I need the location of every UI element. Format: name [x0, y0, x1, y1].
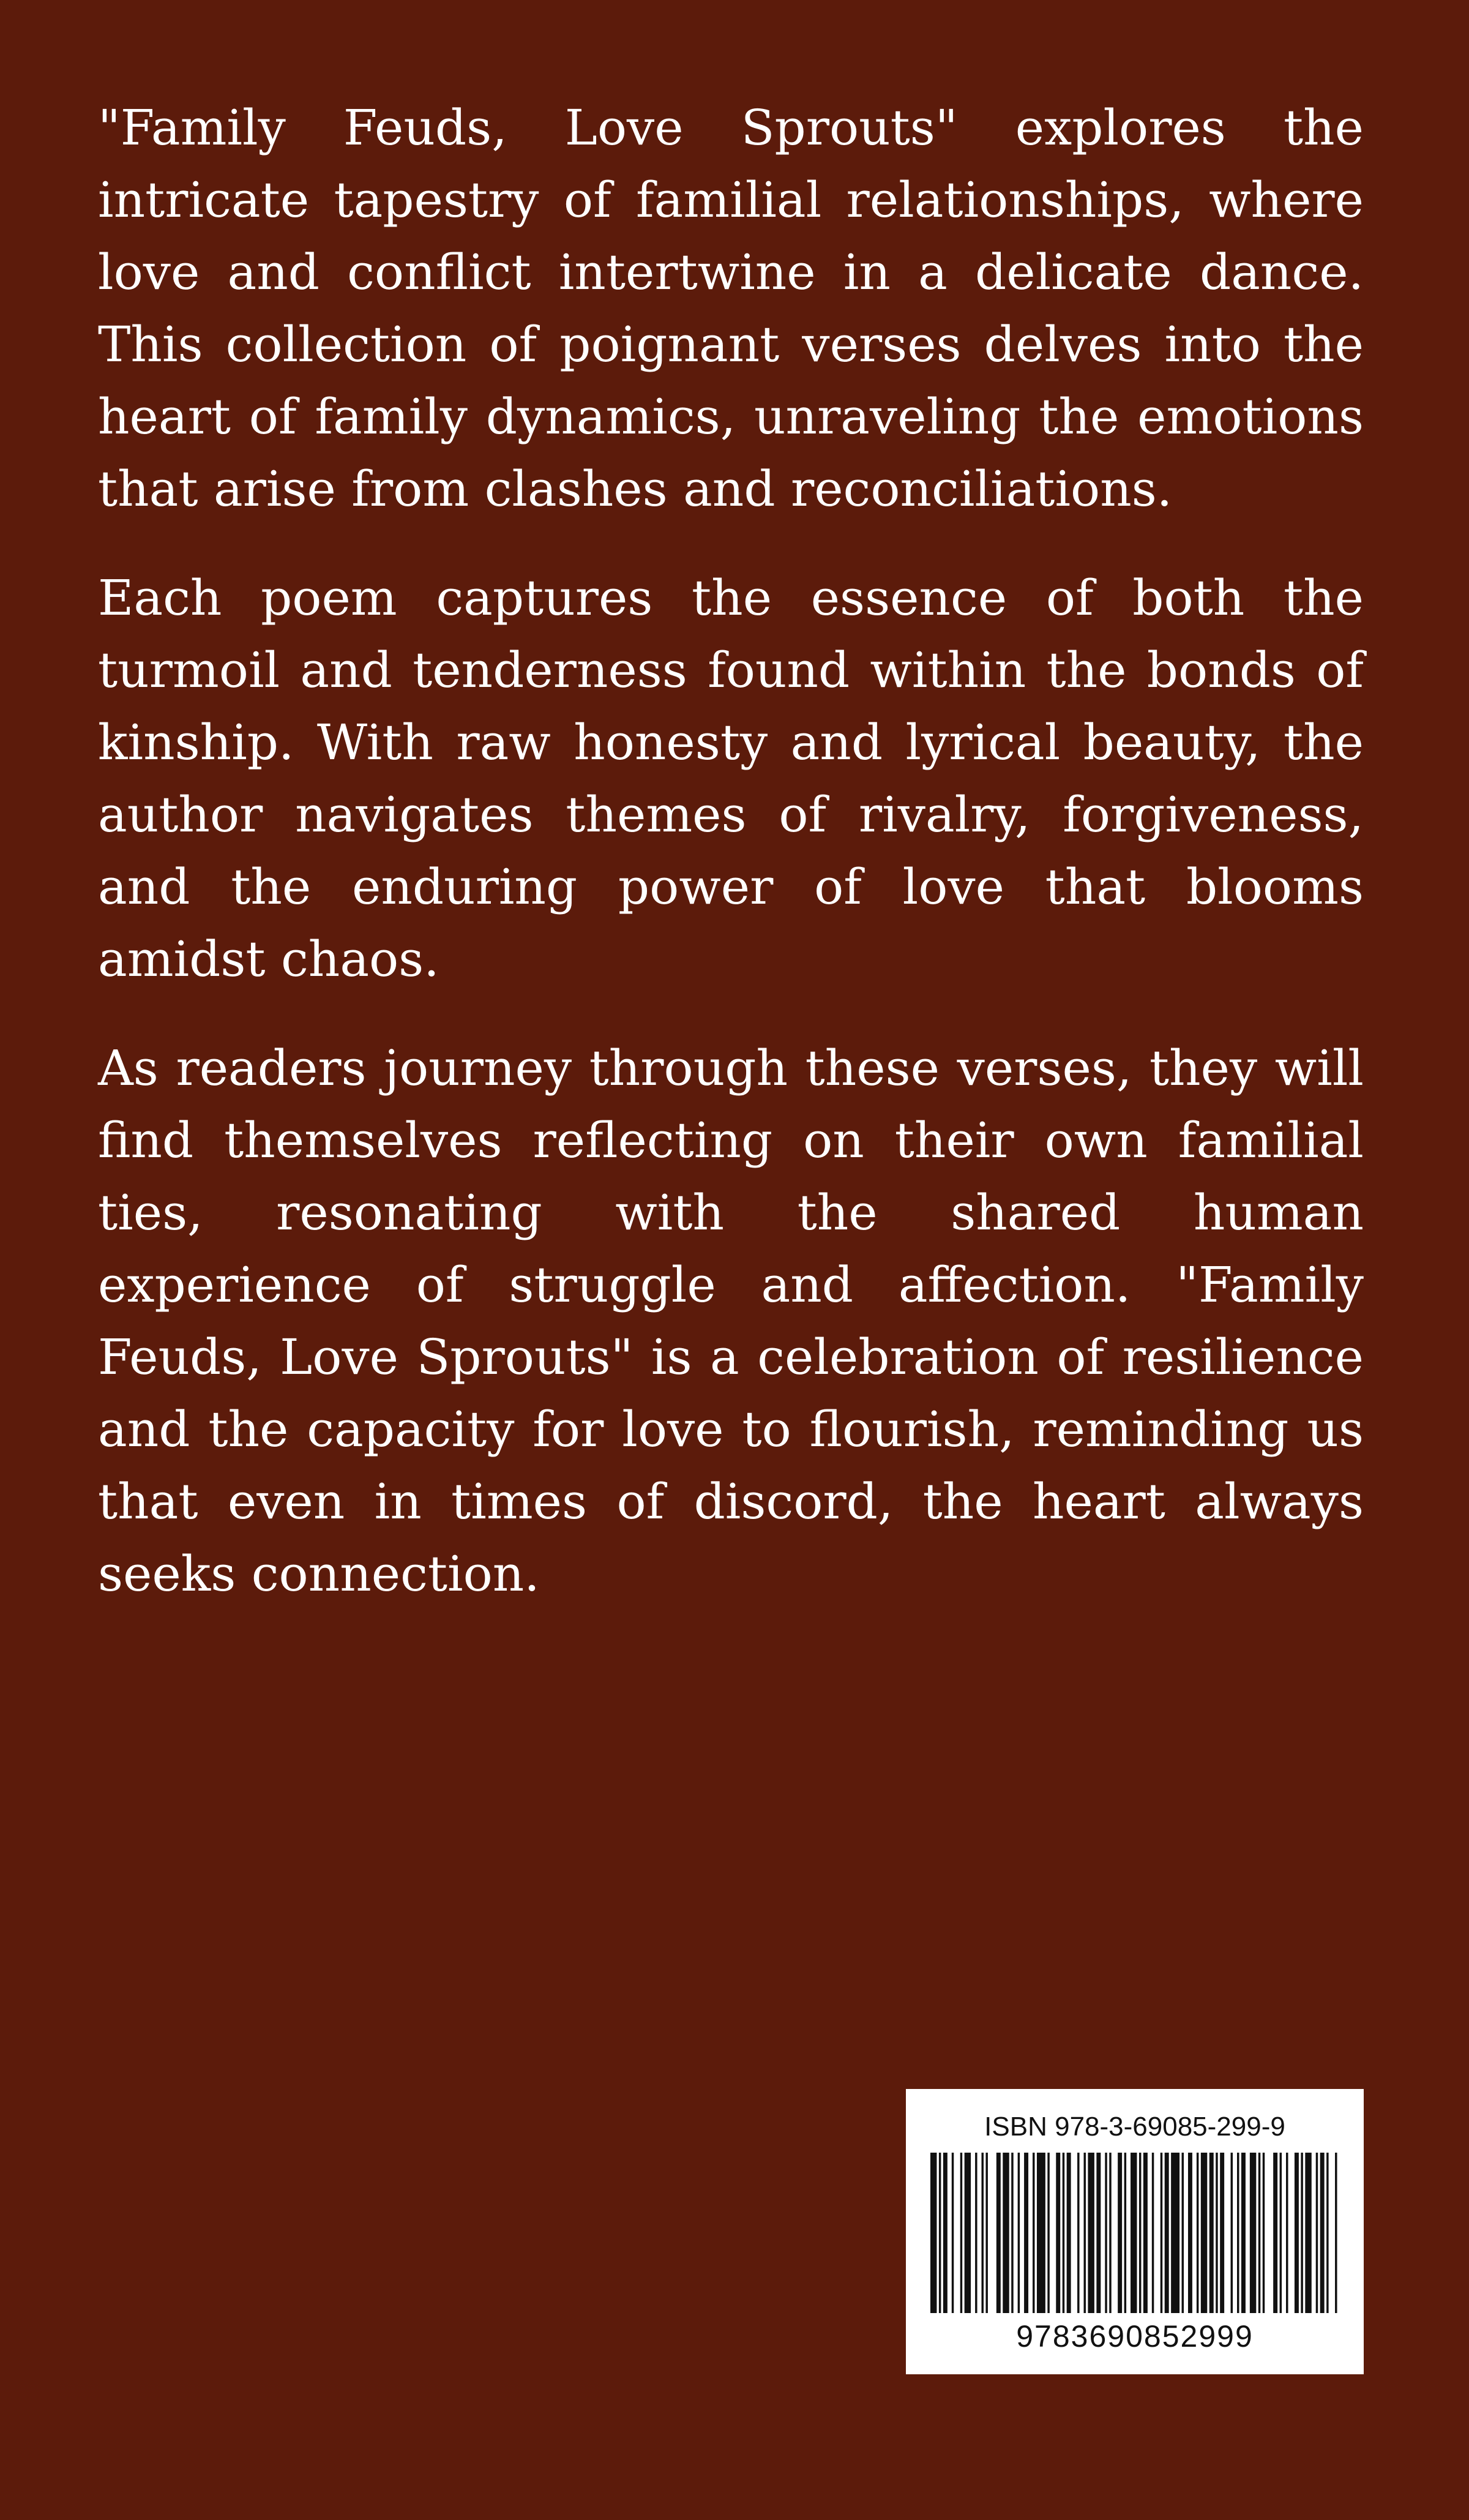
barcode-bar [960, 2153, 962, 2313]
barcode-bar [1220, 2153, 1224, 2313]
barcode-bar [1109, 2153, 1111, 2313]
barcode-bar [1182, 2153, 1184, 2313]
barcode-bar [1316, 2153, 1318, 2313]
barcode-number: 9783690852999 [1016, 2319, 1254, 2353]
barcode-bar [1139, 2153, 1141, 2313]
barcode-bar [1286, 2153, 1288, 2313]
barcode-bar [1231, 2153, 1233, 2313]
barcode-bar [939, 2153, 941, 2313]
barcode-bar [1105, 2153, 1107, 2313]
barcode-bar [1067, 2153, 1071, 2313]
barcode-bar [1301, 2153, 1303, 2313]
barcode-bar [1037, 2153, 1045, 2313]
barcode-bar [1197, 2153, 1198, 2313]
barcode-bar [930, 2153, 936, 2313]
barcode-bar [1237, 2153, 1239, 2313]
barcode-bar [1131, 2153, 1137, 2313]
barcode-bar [1077, 2153, 1079, 2313]
barcode-bar [1320, 2153, 1325, 2313]
barcode-bar [996, 2153, 1001, 2313]
barcode-bar [1280, 2153, 1282, 2313]
barcode-bar [1171, 2153, 1179, 2313]
barcode-bar [985, 2153, 987, 2313]
barcode-bar [1250, 2153, 1256, 2313]
barcode-bar [952, 2153, 954, 2313]
barcode-bar [1305, 2153, 1311, 2313]
barcode-bar [1263, 2153, 1265, 2313]
barcode-bar [1241, 2153, 1246, 2313]
blurb-paragraph-1: "Family Feuds, Love Sprouts" explores the intricate tapestry of familial relationships, where love and conflict intertwine in a delicate dance. This collection of poignant verses delves into the heart of family dynamics, unraveling the emotions that arise from clashes and reconciliations. [98, 99, 1364, 517]
barcode-bar [1118, 2153, 1122, 2313]
isbn-label: ISBN 978-3-69085-299-9 [984, 2112, 1285, 2142]
barcode-bar [1056, 2153, 1060, 2313]
barcode-bar [982, 2153, 984, 2313]
barcode-bar [1124, 2153, 1126, 2313]
barcode-bar [1295, 2153, 1299, 2313]
barcode-bar [1326, 2153, 1328, 2313]
blurb-paragraph-3: As readers journey through these verses, they will find themselves reflecting on their own familial ties, resonating with the shared human experience of struggle and affection. "Family Feuds, Love Sprouts" is a celebration of resilience and the capacity for love to flourish, reminding us that even in times of discord, the heart always seeks connection. [98, 1040, 1364, 1602]
barcode-bar [1047, 2153, 1049, 2313]
isbn-barcode-block [906, 2089, 1364, 2374]
barcode-bar [1088, 2153, 1094, 2313]
barcode-bar [1165, 2153, 1169, 2313]
barcode-bar [943, 2153, 948, 2313]
barcode-bar [1018, 2153, 1020, 2313]
barcode-bar [1096, 2153, 1101, 2313]
barcode-bar [1063, 2153, 1064, 2313]
barcode-bar [1273, 2153, 1277, 2313]
barcode-bar [1209, 2153, 1214, 2313]
barcode-bar [1201, 2153, 1207, 2313]
barcode-bar [1084, 2153, 1086, 2313]
barcode-bar [1335, 2153, 1337, 2313]
barcode-bar [1152, 2153, 1154, 2313]
barcode-bar [1003, 2153, 1009, 2313]
barcode-bar [1216, 2153, 1217, 2313]
barcode-bar [1161, 2153, 1162, 2313]
blurb-text [98, 92, 1364, 1647]
barcode-bar [1033, 2153, 1034, 2313]
barcode-bar [1258, 2153, 1260, 2313]
barcode-bar [965, 2153, 971, 2313]
barcode-bar [1188, 2153, 1192, 2313]
barcode-bar [1011, 2153, 1013, 2313]
barcode-bar [1024, 2153, 1028, 2313]
barcode-bar [1143, 2153, 1148, 2313]
blurb-paragraph-2: Each poem captures the essence of both the turmoil and tenderness found within the bonds of kinship. With raw honesty and lyrical beauty, the author navigates themes of rivalry, forgiveness, and the enduring power of love that blooms amidst chaos. [98, 569, 1364, 988]
barcode-bars-icon [930, 2153, 1339, 2313]
barcode-bar [975, 2153, 977, 2313]
